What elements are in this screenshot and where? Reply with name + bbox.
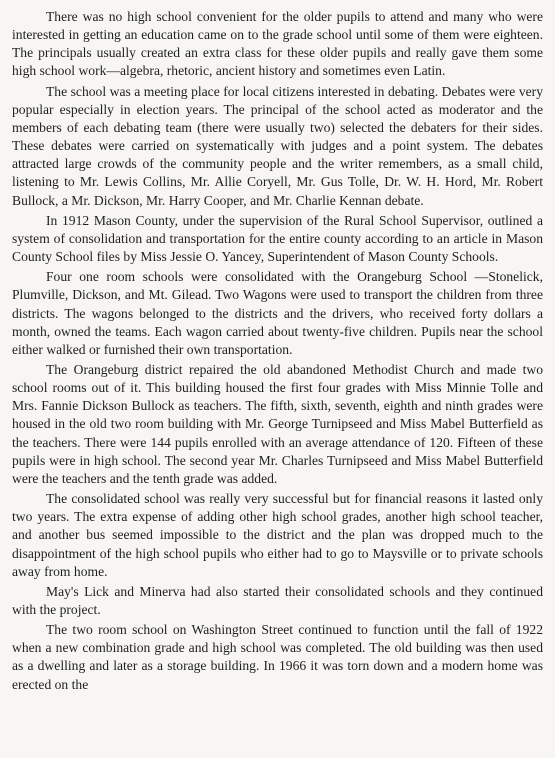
paragraph-older-pupils: There was no high school convenient for the older pupils to attend and many who were interested in getting an education came on to the grade school until some of them were eighteen. The principals usually created an extra class for these older pupils and really gave them some high school work—algebra, rhetoric, ancient history and sometimes even Latin.: [12, 9, 543, 79]
paragraph-consolidation-1912: In 1912 Mason County, under the supervision of the Rural School Supervisor, outlined a system of consolidation and transportation for the entire county according to an article in Mason County School files by Miss Jessie O. Yancey, Superintendent of Mason County Schools.: [12, 212, 543, 265]
paragraph-financial-reasons: The consolidated school was really very successful but for financial reasons it lasted only two years. The extra expense of adding other high school grades, another high school teacher, and another bus seemed impossible to the district and the plan was dropped much to the disappointment of the high school pupils who either had to go to Maysville or to private schools away from home.: [12, 491, 543, 579]
paragraph-one-room-schools: Four one room schools were consolidated with the Orangeburg School —Stonelick, Plumville, Dickson, and Mt. Gilead. Two Wagons were used to transport the children from three districts. The wagons belonged to the districts and the drivers, who received forty dollars a month, owned the teams. Each wagon carried about twenty-five children. Pupils near the school either walked or furnished their own transportation.: [12, 269, 543, 357]
document-body: [12, 8, 543, 696]
paragraph-methodist-church: The Orangeburg district repaired the old abandoned Methodist Church and made two school rooms out of it. This building housed the first four grades with Miss Minnie Tolle and Mrs. Fannie Dickson Bullock as teachers. The fifth, sixth, seventh, eighth and ninth grades were housed in the old two room building with Mr. George Turnipseed and Miss Mabel Butterfield as the teachers. There were 144 pupils enrolled with an average attendance of 120. Fifteen of these pupils were in high school. The second year Mr. Charles Turnipseed and Miss Mabel Butterfield were the teachers and the tenth grade was added.: [12, 361, 543, 486]
paragraph-mays-lick-minerva: May's Lick and Minerva had also started their consolidated schools and they continued with the project.: [12, 583, 543, 617]
paragraph-debates: The school was a meeting place for local citizens interested in debating. Debates were very popular especially in election years. The principal of the school acted as moderator and the members of each debating team (there were usually two) selected the debaters for their sides. These debates were carried on systematically with judges and a point system. The debates attracted large crowds of the community people and the writer remembers, as a small child, listening to Mr. Lewis Collins, Mr. Allie Coryell, Mr. Gus Tolle, Dr. W. H. Hord, Mr. Robert Bullock, a Mr. Dickson, Mr. Harry Cooper, and Mr. Charlie Kennan debate.: [12, 83, 543, 208]
paragraph-washington-street: The two room school on Washington Street continued to function until the fall of 1922 when a new combination grade and high school was completed. The old building was then used as a dwelling and later as a storage building. In 1966 it was torn down and a modern home was erected on the: [12, 622, 543, 692]
